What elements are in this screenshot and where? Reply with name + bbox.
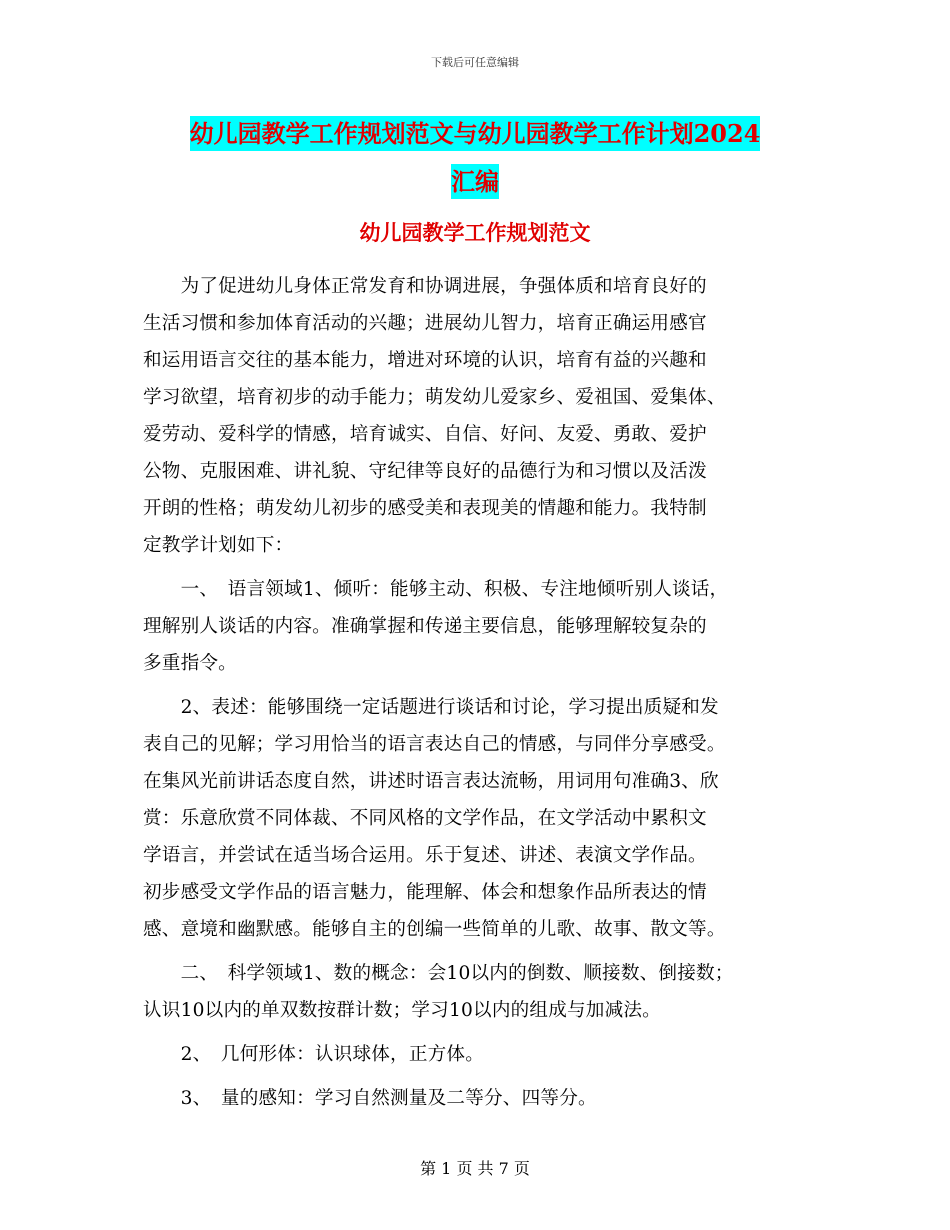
paragraph-line: 理解别人谈话的内容。准确掌握和传递主要信息，能够理解较复杂的 xyxy=(143,616,707,637)
paragraph-line: 初步感受文学作品的语言魅力，能理解、体会和想象作品所表达的情 xyxy=(143,882,707,903)
page-footer: 第 1 页 共 7 页 xyxy=(420,1159,530,1178)
paragraph-gap xyxy=(143,564,823,571)
paragraph-line: 一、 语言领域1、倾听：能够主动、积极、专注地倾听别人谈话， xyxy=(143,579,729,600)
paragraph xyxy=(143,268,823,564)
paragraph-line: 学语言，并尝试在适当场合运用。乐于复述、讲述、表演文学作品。 xyxy=(143,845,707,866)
paragraph xyxy=(143,955,823,1029)
paragraph-line: 生活习惯和参加体育活动的兴趣；进展幼儿智力，培育正确运用感官 xyxy=(143,313,707,334)
paragraph-gap xyxy=(143,948,823,955)
paragraph-line: 感、意境和幽默感。能够自主的创编一些简单的儿歌、故事、散文等。 xyxy=(143,919,726,940)
document-title-line-2: 汇编 xyxy=(451,164,499,199)
paragraph-line: 赏：乐意欣赏不同体裁、不同风格的文学作品，在文学活动中累积文 xyxy=(143,808,707,829)
paragraph-line: 爱劳动、爱科学的情感，培育诚实、自信、好问、友爱、勇敢、爱护 xyxy=(143,424,707,445)
paragraph-line: 公物、克服困难、讲礼貌、守纪律等良好的品德行为和习惯以及活泼 xyxy=(143,461,707,482)
paragraph-line: 和运用语言交往的基本能力，增进对环境的认识，培育有益的兴趣和 xyxy=(143,350,707,371)
header-note: 下载后可任意编辑 xyxy=(431,56,519,69)
paragraph xyxy=(143,571,823,682)
document-title xyxy=(140,110,810,206)
paragraph-line: 学习欲望，培育初步的动手能力；萌发幼儿爱家乡、爱祖国、爱集体、 xyxy=(143,387,726,408)
paragraph-line: 认识10以内的单双数按群计数；学习10以内的组成与加减法。 xyxy=(143,1000,661,1021)
paragraph-gap xyxy=(143,682,823,689)
paragraph-line: 开朗的性格；萌发幼儿初步的感受美和表现美的情趣和能力。我特制 xyxy=(143,498,707,519)
paragraph-line: 二、 科学领域1、数的概念：会10以内的倒数、顺接数、倒接数； xyxy=(143,963,734,984)
paragraph-line: 为了促进幼儿身体正常发育和协调进展，争强体质和培育良好的 xyxy=(143,276,707,297)
paragraph xyxy=(143,689,823,948)
paragraph-gap xyxy=(143,1073,823,1080)
paragraph-line: 定教学计划如下： xyxy=(143,535,294,556)
paragraph-line: 2、表述：能够围绕一定话题进行谈话和讨论，学习提出质疑和发 xyxy=(143,697,719,718)
paragraph-line: 多重指令。 xyxy=(143,653,237,674)
paragraph-line: 表自己的见解；学习用恰当的语言表达自己的情感，与同伴分享感受。 xyxy=(143,734,726,755)
paragraph-line: 在集风光前讲话态度自然，讲述时语言表达流畅，用词用句准确3、欣 xyxy=(143,771,719,792)
section-title: 幼儿园教学工作规划范文 xyxy=(359,220,591,245)
document-body xyxy=(143,268,823,1117)
paragraph-line: 3、 量的感知：学习自然测量及二等分、四等分。 xyxy=(143,1088,597,1109)
paragraph xyxy=(143,1080,823,1117)
paragraph xyxy=(143,1036,823,1073)
paragraph-gap xyxy=(143,1029,823,1036)
paragraph-line: 2、 几何形体：认识球体，正方体。 xyxy=(143,1044,485,1065)
document-title-line-1: 幼儿园教学工作规划范文与幼儿园教学工作计划2024 xyxy=(190,116,761,151)
